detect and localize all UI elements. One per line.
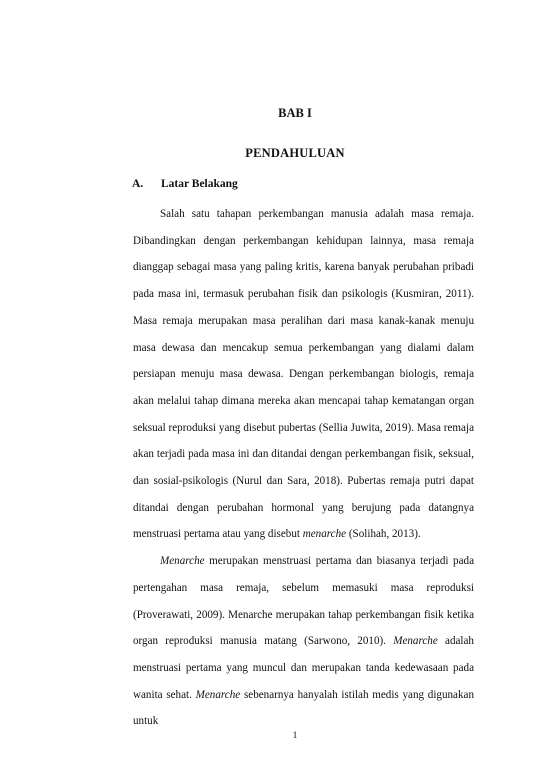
text-run: merupakan menstruasi pertama dan biasanya terjadi pada pertengahan masa remaja, sebelum memasuki masa reproduksi (Proverawati, 2009). Menarche merupakan tahap perkembangan fisik ketika organ reproduksi manusia matang (Sarwono, 2010). <box>133 555 474 648</box>
page-number: 1 <box>292 731 298 741</box>
paragraph <box>133 548 474 735</box>
text-run: (Solihah, 2013). <box>346 528 421 541</box>
italic-term: Menarche <box>160 555 205 568</box>
chapter-title: PENDAHULUAN <box>245 146 345 160</box>
italic-term: menarche <box>302 528 347 541</box>
text-run: Salah satu tahapan perkembangan manusia adalah masa remaja. Dibandingkan dengan perkembangan kehidupan lainnya, masa remaja dianggap sebagai masa yang paling kritis, karena banyak perubahan pribadi pada masa ini, termasuk perubahan fisik dan psikologis (Kusmiran, 2011). Masa remaja merupakan masa peralihan dari masa kanak-kanak menuju masa dewasa dan mencakup semua perkembangan yang dialami dalam persiapan menuju masa dewasa. Dengan perkembangan biologis, remaja akan melalui tahap dimana mereka akan mencapai tahap kematangan organ seksual reproduksi yang disebut pubertas (Sellia Juwita, 2019). Masa remaja akan terjadi pada masa ini dan ditandai dengan perkembangan fisik, seksual, dan sosial-psikologis (Nurul dan Sara, 2018). Pubertas remaja putri dapat ditandai dengan perubahan hormonal yang berujung pada datangnya menstruasi pertama atau yang disebut <box>133 208 474 541</box>
body-text <box>133 201 474 735</box>
italic-term: Menarche <box>393 635 438 648</box>
text-run: sebenarnya hanyalah istilah medis yang digunakan untuk <box>133 688 474 728</box>
section-letter: A. <box>132 178 144 190</box>
chapter-heading: BAB I <box>278 106 312 120</box>
section-title: Latar Belakang <box>161 178 238 190</box>
text-run: adalah menstruasi pertama yang muncul dan merupakan tanda kedewasaan pada wanita sehat. <box>133 635 474 701</box>
italic-term: Menarche <box>195 688 241 701</box>
paragraph <box>133 201 474 548</box>
